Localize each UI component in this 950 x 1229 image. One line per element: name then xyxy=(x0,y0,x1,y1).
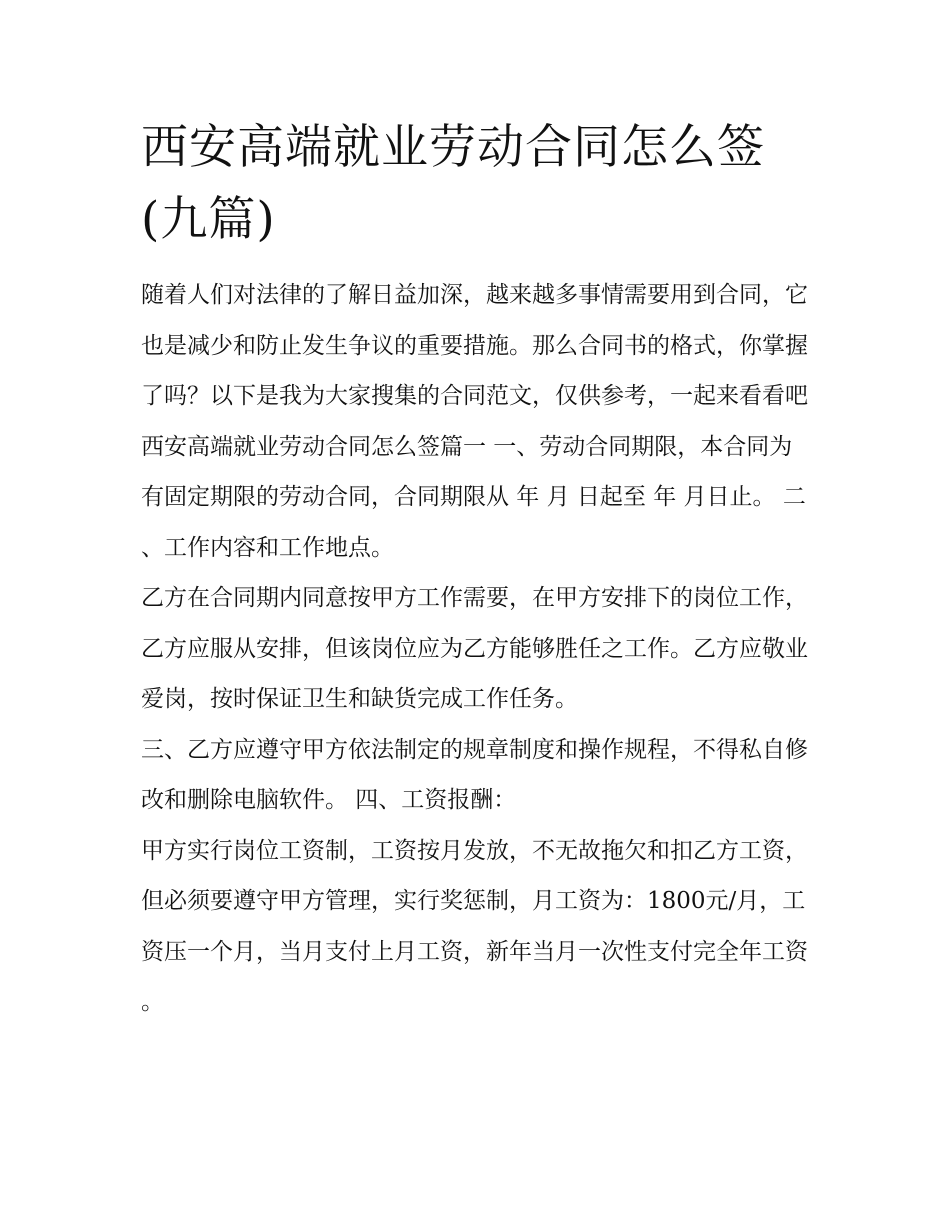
paragraph-intro: 随着人们对法律的了解日益加深，越来越多事情需要用到合同，它也是减少和防止发生争议的重要措施。那么合同书的格式，你掌握了吗？以下是我为大家搜集的合同范文，仅供参考，一起来看看吧 xyxy=(141,282,808,409)
paragraph-contract-term: 西安高端就业劳动合同怎么签篇一 一、劳动合同期限，本合同为有固定期限的劳动合同，合同期限从 年 月 日起至 年 月日止。 二、工作内容和工作地点。 xyxy=(141,433,806,561)
paragraph-rules: 三、乙方应遵守甲方依法制定的规章制度和操作规程，不得私自修改和删除电脑软件。 四、工资报酬： xyxy=(141,736,808,813)
paragraph-salary: 甲方实行岗位工资制，工资按月发放，不无故拖欠和扣乙方工资，但必须要遵守甲方管理，实行奖惩制，月工资为：1800元/月，工资压一个月，当月支付上月工资，新年当月一次性支付完全年工资。 xyxy=(141,837,808,1015)
paragraph-job-duties: 乙方在合同期内同意按甲方工作需要，在甲方安排下的岗位工作，乙方应服从安排，但该岗位应为乙方能够胜任之工作。乙方应敬业爱岗，按时保证卫生和缺货完成工作任务。 xyxy=(141,585,808,712)
document-title: 西安高端就业劳动合同怎么签(九篇) xyxy=(141,120,765,247)
